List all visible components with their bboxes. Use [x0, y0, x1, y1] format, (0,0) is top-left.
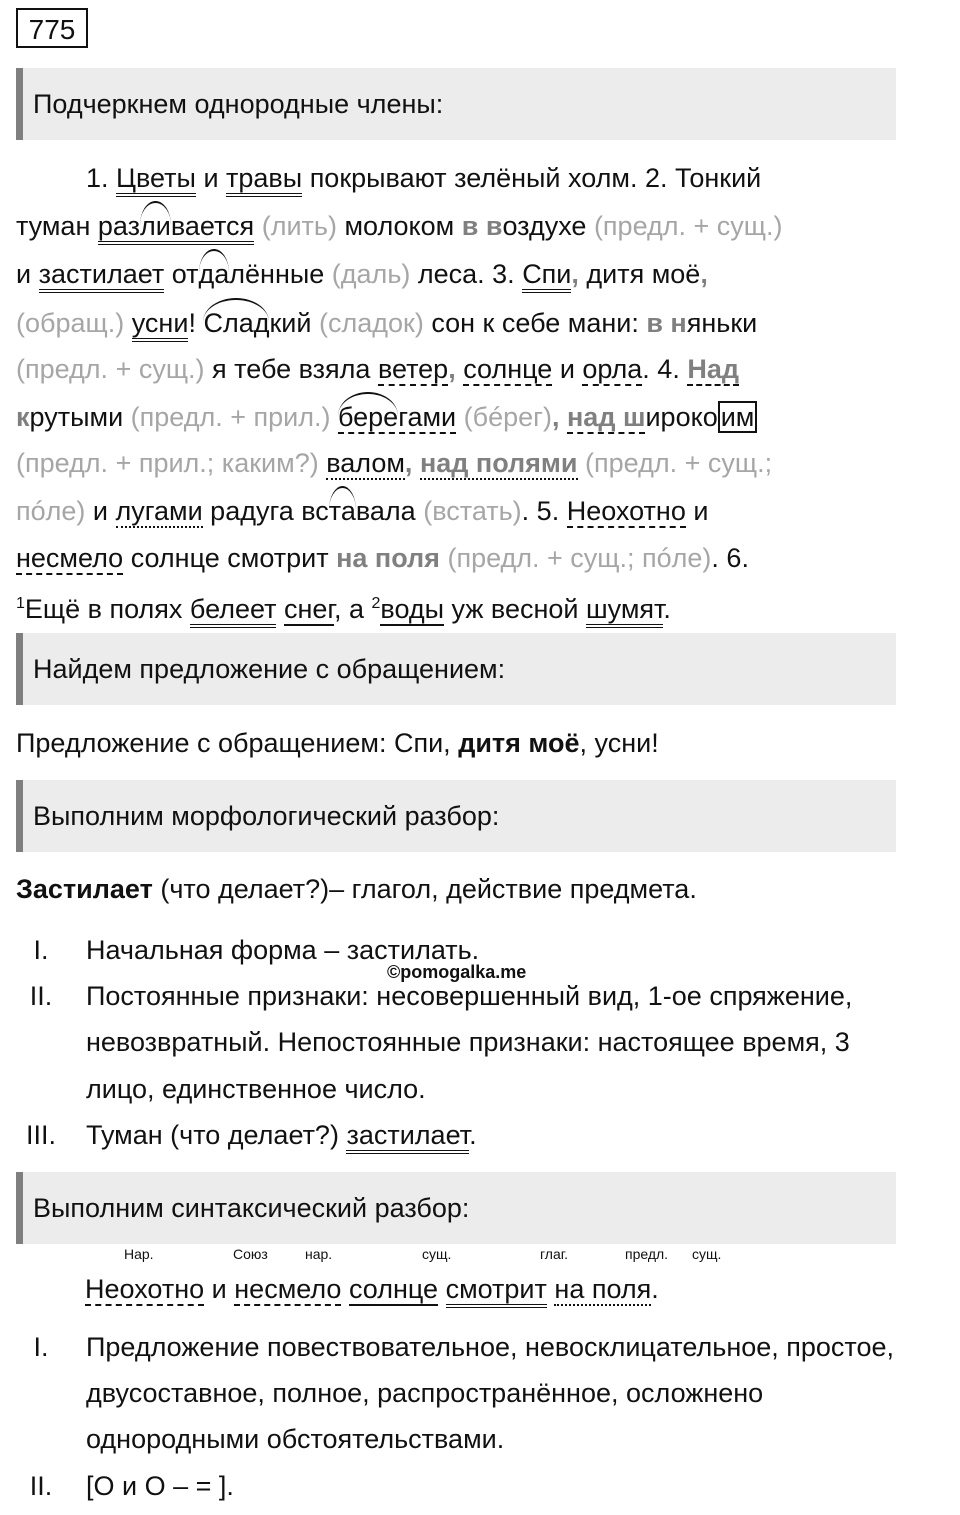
section-header: Выполним синтаксический разбор:: [16, 1172, 896, 1244]
list-item: I. Предложение повествовательное, невосклицательное, простое, двусоставное, полное, распространённое, осложнено однородными обстоятельствами.: [33, 1332, 895, 1455]
syntax-sentence: Неохотно и несмело солнце смотрит на поля.: [85, 1266, 960, 1312]
list-item: III. Туман (что делает?) застилает.: [16, 1112, 916, 1158]
task-number: 775: [16, 8, 88, 48]
exercise-text: 1. Цветы и травы покрывают зелёный холм. 2. Тонкий туман разливается (лить) молоком в воздухе (предл. + сущ.) и застилает отдалённые (даль) леса. 3. Спи, дитя моё, (обращ.) усни! Сладкий (сладок) сон к себе мани: в няньки (предл. + сущ.) я тебе взяла ветер, солнце и орла. 4. Над крутыми (предл. + прил.) берегами (бéрег), над широко им (предл. + прил.; каким?) валом, над полями (предл. + сущ.; пóле) и лугами радуга вставала (встать). 5. Неохотно и несмело солнце смотрит на поля (предл. + сущ.; пóле). 6. $^1$Ещё в полях белеет снег, а $^2$воды уж весной шумят.: [16, 155, 906, 632]
syntax-list: [16, 1324, 916, 1509]
morph-intro: [16, 866, 906, 912]
list-item: II. [О и О – = ].: [29, 1470, 234, 1501]
section-header: Найдем предложение с обращением:: [16, 633, 896, 705]
address-prefix: Предложение с обращением: Спи,: [16, 728, 459, 758]
list-item: I. Начальная форма – застилать.: [33, 935, 480, 965]
section-header: Выполним морфологический разбор:: [16, 780, 896, 852]
address-sentence: [16, 720, 906, 766]
morph-word: Застилает: [16, 874, 153, 904]
address-word: дитя моё: [458, 728, 580, 758]
morph-desc: (что делает?)– глагол, действие предмета.: [152, 874, 697, 904]
list-item: II. Постоянные признаки: несовершенный вид, 1-ое спряжение, невозвратный. Непостоянные признаки: настоящее время, 3 лицо, единственное число.: [29, 981, 853, 1104]
section-header: Подчеркнем однородные члены:: [16, 68, 896, 140]
address-suffix: , усни!: [579, 728, 659, 758]
part-of-speech-labels: Нар. Союз нар. сущ. глаг. предл. сущ.: [124, 1246, 722, 1262]
watermark: ©pomogalka.me: [387, 962, 527, 982]
